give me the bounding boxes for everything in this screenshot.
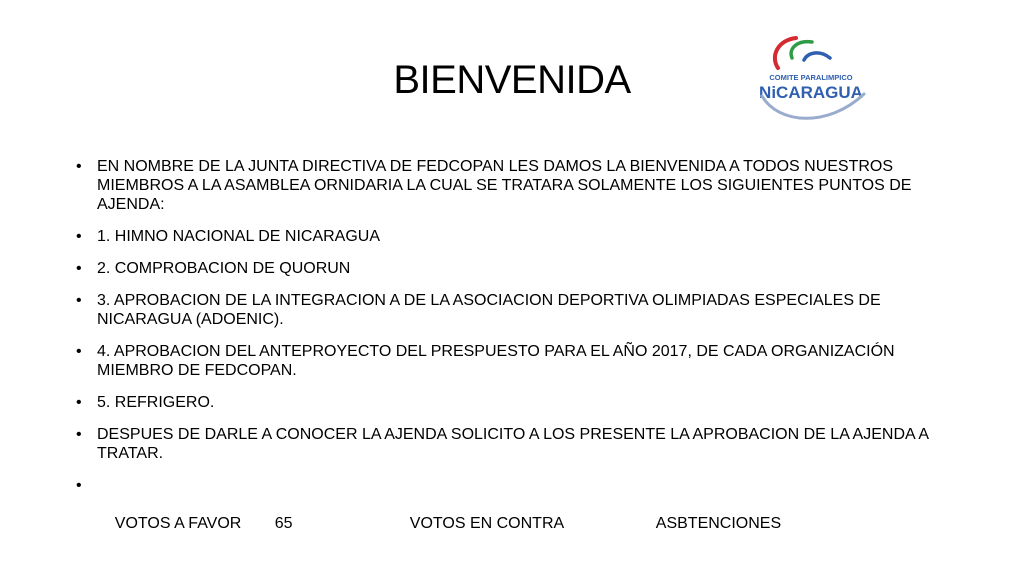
agenda-item-3	[72, 291, 932, 329]
votes-favor-value: 65	[274, 515, 293, 532]
logo-name-text: NiCARAGUA	[759, 83, 863, 102]
agenda-item-2	[72, 259, 932, 278]
agenda-item-text: 3. APROBACION DE LA INTEGRACION A DE LA ASOCIACION DEPORTIVA OLIMPIADAS ESPECIALES DE NICARAGUA (ADOENIC).	[97, 292, 881, 328]
bullet-icon: •	[76, 260, 82, 277]
agenda-item-text: DESPUES DE DARLE A CONOCER LA AJENDA SOLICITO A LOS PRESENTE LA APROBACION DE LA AJENDA A TRATAR.	[97, 426, 929, 462]
agenda-item-text: 1. HIMNO NACIONAL DE NICARAGUA	[97, 228, 381, 245]
bullet-icon: •	[76, 343, 82, 360]
logo-top-text: COMITE PARALIMPICO	[769, 73, 853, 82]
agenda-item-request	[72, 425, 932, 463]
agenda-item-text: 2. COMPROBACION DE QUORUN	[97, 260, 351, 277]
bullet-icon: •	[76, 292, 82, 309]
logo-red-arc	[775, 38, 796, 68]
agenda-item-text: 4. APROBACION DEL ANTEPROYECTO DEL PRESPUESTO PARA EL AÑO 2017, DE CADA ORGANIZACIÓN MIEMBRO DE FEDCOPAN.	[97, 343, 895, 379]
agenda-item-text: EN NOMBRE DE LA JUNTA DIRECTIVA DE FEDCOPAN LES DAMOS LA BIENVENIDA A TODOS NUESTROS MIEMBROS A LA ASAMBLEA ORNIDARIA LA CUAL SE TRATARA SOLAMENTE LOS SIGUIENTES PUNTOS DE AJENDA:	[97, 158, 912, 213]
agenda-item-text: 5. REFRIGERO.	[97, 394, 215, 411]
bullet-icon: •	[76, 477, 82, 494]
agenda-item-5	[72, 393, 932, 412]
votes-row	[72, 476, 932, 552]
bullet-icon: •	[76, 228, 82, 245]
comite-paralimpico-logo	[748, 28, 874, 130]
logo-blue-arc	[804, 53, 830, 60]
abstentions-label: ASBTENCIONES	[655, 515, 782, 532]
agenda-list	[72, 157, 932, 565]
bullet-icon: •	[76, 158, 82, 175]
bullet-icon: •	[76, 394, 82, 411]
votes-favor-label: VOTOS A FAVOR	[114, 515, 242, 532]
agenda-item-intro	[72, 157, 932, 214]
bullet-icon: •	[76, 426, 82, 443]
slide-title: BIENVENIDA	[393, 58, 631, 102]
agenda-item-1	[72, 227, 932, 246]
votes-contra-label: VOTOS EN CONTRA	[409, 515, 565, 532]
agenda-item-4	[72, 342, 932, 380]
